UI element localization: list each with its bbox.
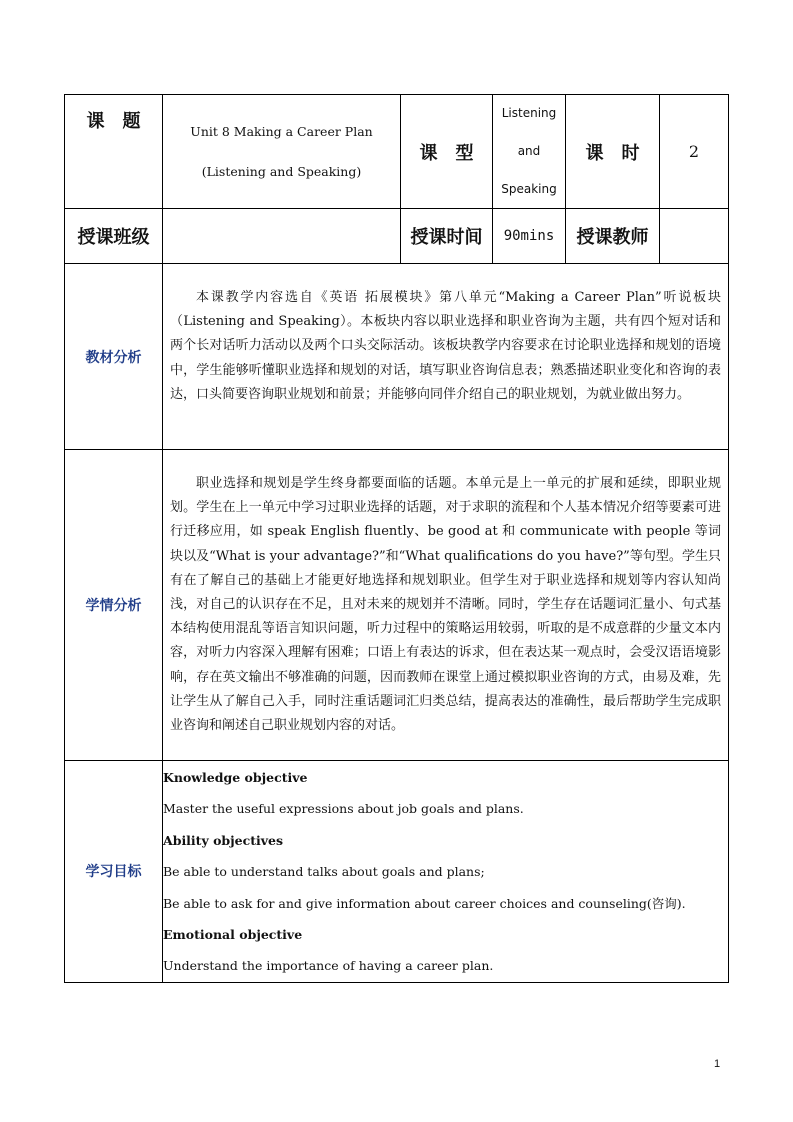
emotional-heading: Emotional objective [163,926,303,942]
material-label: 教材分析 [65,264,163,450]
students-label: 学情分析 [65,450,163,761]
hours-value: 2 [660,95,729,209]
emotional-item: Understand the importance of having a career plan. [163,958,494,974]
objectives-row [65,761,729,983]
students-text: 职业选择和规划是学生终身都要面临的话题。本单元是上一单元的扩展和延续，即职业规划。学生在上一单元中学习过职业选择的话题，对于求职的流程和个人基本情况介绍等要素可进行迁移应用，如 speak English fluently、be good at 和 communicate with people 等词块以及“What is your advantage?”和“What qualifications do you have?”等句型。学生只有在了解自己的基础上才能更好地选择和规划职业。但学生对于职业选择和规划等内容认知尚浅，对自己的认识存在不足，且对未来的规划并不清晰。同时，学生存在话题词汇量小、句式基本结构使用混乱等语言知识问题，听力过程中的策略运用较弱，听取的是不成意群的少量文本内容，对听力内容深入理解有困难；口语上有表达的诉求，但在表达某一观点时，会受汉语语境影响，存在英文输出不够准确的问题，因而教师在课堂上通过模拟职业咨询的方式，由易及难，先让学生从了解自己入手，同时注重话题词汇归类总结，提高表达的准确性，最后帮助学生完成职业咨询和阐述自己职业规划内容的对话。 [170,476,721,734]
topic-value [163,95,401,209]
type-line-1: Listening [501,106,557,120]
objectives-cell [163,761,729,983]
students-row [65,450,729,761]
class-label: 授课班级 [65,209,163,264]
material-row [65,264,729,450]
ability-heading: Ability objectives [163,832,284,848]
knowledge-heading: Knowledge objective [163,770,308,785]
objectives-label: 学习目标 [65,761,163,983]
material-cell [163,264,729,450]
type-line-3: Speaking [501,182,557,196]
knowledge-item: Master the useful expressions about job goals and plans. [163,801,524,817]
material-text: 本课教学内容选自《英语 拓展模块》第八单元“Making a Career Plan”听说板块（Listening and Speaking）。本板块内容以职业选择和职业咨询为主题，共有四个短对话和两个长对话听力活动以及两个口头交际活动。该板块教学内容要求在讨论职业选择和规划的语境中，学生能够听懂职业选择和规划的对话，填写职业咨询信息表；熟悉描述职业变化和咨询的表达，口头简要咨询职业规划和前景；并能够向同伴介绍自己的职业规划，为就业做出努力。 [170,290,721,402]
ability-item-1: Be able to understand talks about goals and plans; [163,864,485,880]
time-value: 90mins [493,209,566,264]
header-row [65,95,729,209]
type-value [493,95,566,209]
topic-title: Unit 8 Making a Career Plan [190,123,373,139]
students-cell [163,450,729,761]
topic-label: 课 题 [65,95,163,209]
class-row [65,209,729,264]
teacher-value [660,209,729,264]
time-label: 授课时间 [401,209,493,264]
teacher-label: 授课教师 [566,209,660,264]
type-line-2: and [517,144,541,158]
lesson-plan-table [64,94,729,983]
hours-label: 课 时 [566,95,660,209]
ability-item-2: Be able to ask for and give information about career choices and counseling(咨询). [163,895,686,911]
page-number: 1 [714,1058,721,1070]
topic-subtitle: (Listening and Speaking) [201,163,362,179]
class-value [163,209,401,264]
type-label: 课 型 [401,95,493,209]
